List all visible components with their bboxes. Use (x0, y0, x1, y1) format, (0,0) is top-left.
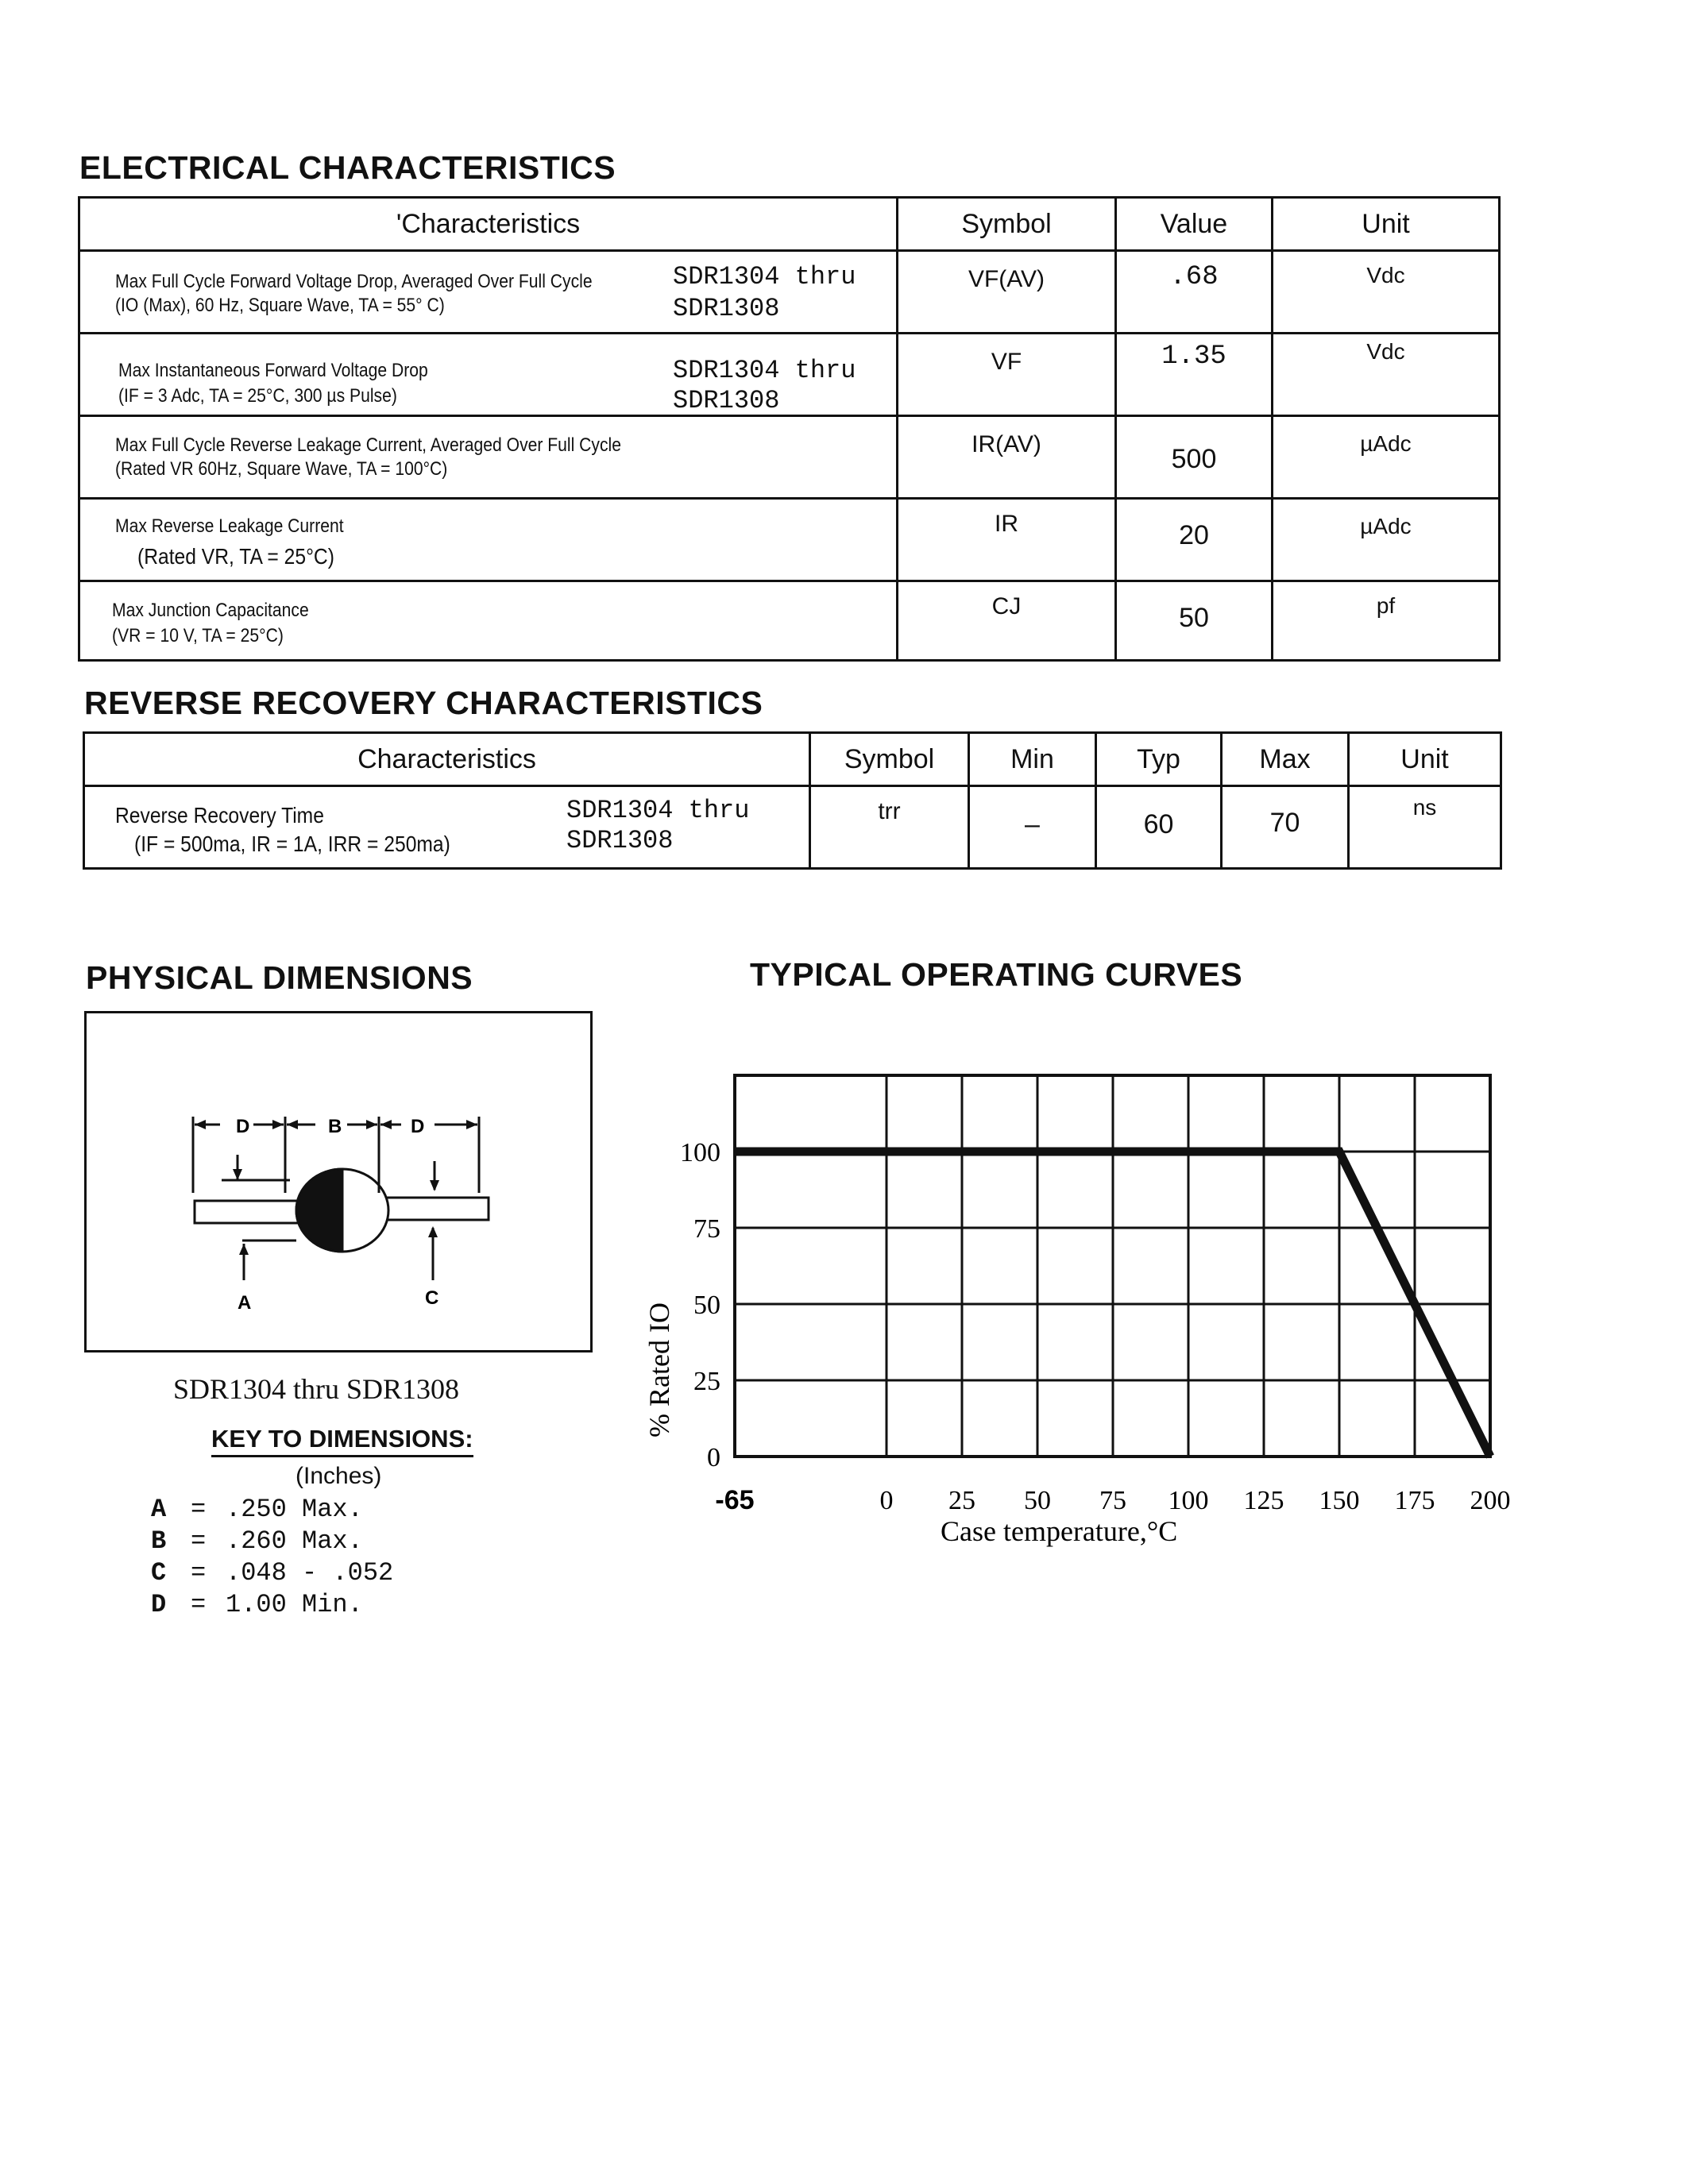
row-typ: 60 (1143, 809, 1174, 839)
row-symbol: IR (995, 511, 1018, 537)
row-desc-line2: (VR = 10 V, TA = 25°C) (112, 625, 284, 646)
header-typ: Typ (1096, 733, 1222, 786)
chart-x-axis-label: Case temperature,°C (941, 1515, 1178, 1547)
row-symbol: VF(AV) (968, 266, 1045, 292)
cathode-band (296, 1169, 342, 1252)
table-row (79, 334, 1500, 416)
chart-x-tick-label: 200 (1470, 1486, 1511, 1515)
row-unit: µAdc (1360, 431, 1412, 456)
chart-x-tick-label: 50 (1024, 1486, 1051, 1515)
electrical-title: ELECTRICAL CHARACTERISTICS (79, 149, 616, 186)
row-unit: Vdc (1366, 339, 1405, 364)
dim-label-d-left: D (236, 1116, 250, 1137)
dimension-key-list (151, 1495, 393, 1622)
table-row (79, 251, 1500, 334)
row-part1: SDR1304 thru (673, 262, 856, 291)
chart-x-ticks (715, 1485, 1510, 1515)
row-desc-line1: Max Reverse Leakage Current (115, 515, 344, 537)
row-unit: µAdc (1360, 514, 1412, 538)
chart-grid (735, 1075, 1490, 1457)
row-desc-line1: Reverse Recovery Time (115, 803, 324, 828)
electrical-header-row (79, 198, 1500, 251)
chart-y-tick-label: 0 (707, 1443, 720, 1472)
header-unit: Unit (1349, 733, 1501, 786)
reverse-table (83, 731, 1502, 870)
chart-x-tick-label: 150 (1319, 1486, 1360, 1515)
row-part2: SDR1308 (566, 826, 674, 855)
row-value: 50 (1179, 603, 1209, 633)
row-part1: SDR1304 thru (673, 356, 856, 385)
dim-key-value: 1.00 Min. (226, 1590, 363, 1619)
row-unit: ns (1412, 795, 1437, 820)
row-desc-line1: Max Full Cycle Reverse Leakage Current, Averaged Over Full Cycle (115, 434, 621, 456)
dim-key-eq: = (191, 1495, 207, 1524)
row-unit: Vdc (1366, 263, 1405, 287)
chart-x-tick-label: 75 (1099, 1486, 1126, 1515)
row-desc-line1: Max Instantaneous Forward Voltage Drop (118, 360, 428, 381)
row-desc-line2: (IF = 500ma, IR = 1A, IRR = 250ma) (134, 832, 450, 856)
row-symbol: trr (878, 798, 901, 824)
electrical-table (78, 196, 1501, 662)
chart-y-tick-label: 50 (693, 1291, 720, 1320)
left-lead (195, 1201, 298, 1223)
row-desc-line2: (Rated VR, TA = 25°C) (137, 544, 334, 569)
dim-label-b: B (328, 1116, 342, 1137)
list-item (151, 1590, 393, 1622)
dim-key-label: B (151, 1526, 167, 1556)
row-desc-line2: (IO (Max), 60 Hz, Square Wave, TA = 55° C) (115, 295, 445, 316)
chart-x-tick-label: 100 (1168, 1486, 1209, 1515)
header-unit: Unit (1273, 198, 1500, 251)
reverse-title: REVERSE RECOVERY CHARACTERISTICS (84, 685, 763, 721)
row-value: 500 (1171, 444, 1217, 474)
row-desc-line1: Max Full Cycle Forward Voltage Drop, Averaged Over Full Cycle (115, 271, 593, 292)
chart-x-tick-label: -65 (715, 1485, 755, 1515)
header-min: Min (969, 733, 1096, 786)
chart-y-tick-label: 75 (693, 1214, 720, 1244)
dim-key-eq: = (191, 1590, 207, 1619)
list-item (151, 1526, 393, 1558)
dimension-drawing-frame (84, 1011, 593, 1352)
list-item (151, 1558, 393, 1590)
header-characteristics: Characteristics (84, 733, 810, 786)
chart-y-axis-label: % Rated IO (643, 1302, 675, 1437)
row-desc-line2: (IF = 3 Adc, TA = 25°C, 300 µs Pulse) (118, 385, 397, 407)
chart-x-tick-label: 125 (1243, 1486, 1284, 1515)
row-desc-line1: Max Junction Capacitance (112, 600, 309, 621)
dim-label-a: A (238, 1292, 252, 1314)
dim-key-eq: = (191, 1558, 207, 1588)
right-lead (385, 1198, 489, 1220)
header-value: Value (1116, 198, 1273, 251)
drawing-caption: SDR1304 thru SDR1308 (173, 1373, 460, 1405)
dim-key-label: C (151, 1558, 167, 1588)
row-desc-line2: (Rated VR 60Hz, Square Wave, TA = 100°C) (115, 458, 448, 480)
physical-title: PHYSICAL DIMENSIONS (86, 959, 473, 996)
row-max: 70 (1269, 808, 1300, 838)
header-symbol: Symbol (898, 198, 1116, 251)
row-unit: pf (1376, 593, 1396, 618)
header-symbol: Symbol (810, 733, 969, 786)
reverse-header-row (84, 733, 1501, 786)
dim-key-label: D (151, 1590, 167, 1619)
table-row (79, 416, 1500, 499)
curves-title: TYPICAL OPERATING CURVES (750, 956, 1243, 993)
key-title: KEY TO DIMENSIONS: (211, 1425, 473, 1457)
row-symbol: VF (991, 349, 1022, 375)
dim-key-label: A (151, 1495, 167, 1524)
list-item (151, 1495, 393, 1526)
chart-x-tick-label: 25 (948, 1486, 975, 1515)
table-row (84, 786, 1501, 869)
row-value: .68 (1169, 262, 1219, 292)
header-characteristics: 'Characteristics (79, 198, 898, 251)
dim-label-d-right: D (411, 1116, 425, 1137)
derating-chart (620, 1048, 1541, 1557)
dim-label-c: C (425, 1287, 439, 1309)
key-units: (Inches) (295, 1463, 382, 1489)
row-symbol: CJ (991, 593, 1022, 619)
header-max: Max (1222, 733, 1349, 786)
row-value: 1.35 (1161, 341, 1226, 372)
chart-x-tick-label: 0 (879, 1486, 894, 1515)
chart-x-tick-label: 175 (1394, 1486, 1435, 1515)
row-symbol: IR(AV) (971, 431, 1041, 457)
table-row (79, 499, 1500, 581)
row-value: 20 (1179, 520, 1209, 550)
dim-key-value: .260 Max. (226, 1526, 363, 1556)
chart-y-tick-label: 25 (693, 1367, 720, 1396)
table-row (79, 581, 1500, 661)
dim-key-eq: = (191, 1526, 207, 1556)
row-part1: SDR1304 thru (566, 796, 750, 825)
row-part2: SDR1308 (673, 294, 780, 323)
chart-y-ticks (680, 1138, 720, 1472)
row-min: – (1025, 809, 1040, 839)
chart-y-tick-label: 100 (680, 1138, 720, 1167)
dim-key-value: .250 Max. (226, 1495, 363, 1524)
dim-key-value: .048 - .052 (226, 1558, 394, 1588)
diode-outline-drawing (87, 1013, 590, 1350)
row-part2: SDR1308 (673, 386, 780, 415)
